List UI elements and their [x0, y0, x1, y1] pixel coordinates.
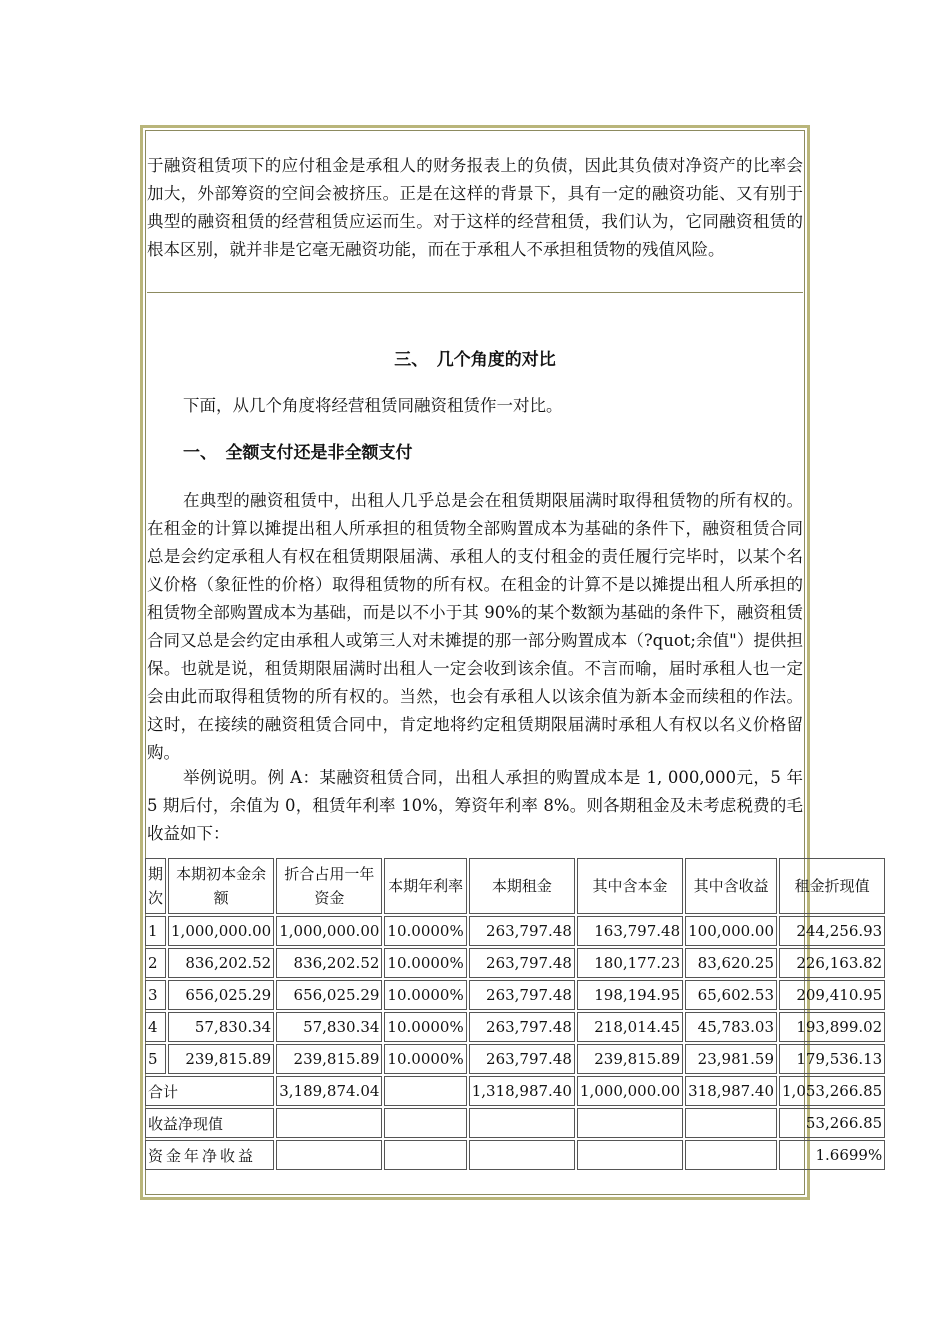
period-cell: 1 [145, 916, 166, 946]
table-cell: 1,000,000.00 [276, 916, 382, 946]
empty-cell [685, 1108, 777, 1138]
empty-cell [276, 1108, 382, 1138]
table-cell: 10.0000% [384, 916, 466, 946]
table-cell: 180,177.23 [577, 948, 683, 978]
empty-cell [469, 1108, 575, 1138]
empty-cell [469, 1140, 575, 1170]
example-paragraph: 举例说明。例 A：某融资租赁合同，出租人承担的购置成本是 1, 000,000元，5 年 5 期后付，余值为 0，租赁年利率 10%，筹资年利率 8%。则各期租金及未考虑税费的毛收益如下： [147, 768, 803, 843]
table-row [145, 1044, 885, 1074]
table-cell: 57,830.34 [276, 1012, 382, 1042]
empty-cell [685, 1140, 777, 1170]
section-heading: 三、 几个角度的对比 [394, 350, 556, 370]
table-cell: 198,194.95 [577, 980, 683, 1010]
total-occupied: 3,189,874.04 [276, 1076, 382, 1106]
annual-return-row [145, 1140, 885, 1170]
table-cell: 10.0000% [384, 1044, 466, 1074]
empty-cell [384, 1076, 466, 1106]
total-pv: 1,053,266.85 [779, 1076, 885, 1106]
table-cell: 836,202.52 [276, 948, 382, 978]
section-intro: 下面，从几个角度将经营租赁同融资租赁作一对比。 [183, 396, 563, 415]
table-cell: 163,797.48 [577, 916, 683, 946]
total-rent: 1,318,987.40 [469, 1076, 575, 1106]
table-cell: 10.0000% [384, 980, 466, 1010]
table-cell: 239,815.89 [168, 1044, 274, 1074]
table-cell: 193,899.02 [779, 1012, 885, 1042]
table-cell: 656,025.29 [168, 980, 274, 1010]
table-cell: 10.0000% [384, 1012, 466, 1042]
main-paragraph: 在典型的融资租赁中，出租人几乎总是会在租赁期限届满时取得租赁物的所有权的。在租金的计算以摊提出租人所承担的租赁物全部购置成本为基础的条件下，融资租赁合同总是会约定承租人有权在租赁期限届满、承租人的支付租金的责任履行完毕时，以某个名义价格（象征性的价格）取得租赁物的所有权。在租金的计算不是以摊提出租人所承担的租赁物全部购置成本为基础，而是以不小于其 90%的某个数额为基础的条件下，融资租赁合同又总是会约定由承租人或第三人对未摊提的那一部分购置成本（?quot;余值"）提供担保。也就是说，租赁期限届满时出租人一定会收到该余值。不言而喻，届时承租人也一定会由此而取得租赁物的所有权的。当然，也会有承租人以该余值为新本金而续租的作法。这时，在接续的融资租赁合同中，肯定地将约定租赁期限届满时承租人有权以名义价格留购。 [147, 491, 803, 762]
annual-return-label: 资金年净收益 [145, 1140, 274, 1170]
header-cell: 本期租金 [469, 858, 575, 914]
table-cell: 656,025.29 [276, 980, 382, 1010]
table-cell: 263,797.48 [469, 1044, 575, 1074]
empty-cell [577, 1140, 683, 1170]
table-cell: 218,014.45 [577, 1012, 683, 1042]
table-row [145, 916, 885, 946]
total-row [145, 1076, 885, 1106]
total-label: 合计 [145, 1076, 274, 1106]
table-cell: 23,981.59 [685, 1044, 777, 1074]
period-cell: 3 [145, 980, 166, 1010]
table-cell: 57,830.34 [168, 1012, 274, 1042]
table-cell: 263,797.48 [469, 916, 575, 946]
table-row [145, 1012, 885, 1042]
header-cell: 本期年利率 [384, 858, 466, 914]
table-cell: 100,000.00 [685, 916, 777, 946]
header-cell: 折合占用一年资金 [276, 858, 382, 914]
intro-paragraph: 于融资租赁项下的应付租金是承租人的财务报表上的负债，因此其负债对净资产的比率会加大，外部筹资的空间会被挤压。正是在这样的背景下，具有一定的融资功能、又有别于典型的融资租赁的经营租赁应运而生。对于这样的经营租赁，我们认为，它同融资租赁的根本区别，就并非是它毫无融资功能，而在于承租人不承担租赁物的残值风险。 [147, 152, 803, 293]
header-cell: 其中含本金 [577, 858, 683, 914]
total-income: 318,987.40 [685, 1076, 777, 1106]
npv-row [145, 1108, 885, 1138]
table-cell: 1,000,000.00 [168, 916, 274, 946]
period-cell: 2 [145, 948, 166, 978]
table-cell: 83,620.25 [685, 948, 777, 978]
table-cell: 239,815.89 [276, 1044, 382, 1074]
table-cell: 65,602.53 [685, 980, 777, 1010]
annual-return-value: 1.6699% [779, 1140, 885, 1170]
table-cell: 209,410.95 [779, 980, 885, 1010]
table-cell: 263,797.48 [469, 948, 575, 978]
period-cell: 5 [145, 1044, 166, 1074]
table-cell: 45,783.03 [685, 1012, 777, 1042]
table-header-row [145, 858, 885, 914]
table-cell: 836,202.52 [168, 948, 274, 978]
header-cell: 其中含收益 [685, 858, 777, 914]
empty-cell [577, 1108, 683, 1138]
table-cell: 263,797.48 [469, 980, 575, 1010]
table-cell: 226,163.82 [779, 948, 885, 978]
total-principal: 1,000,000.00 [577, 1076, 683, 1106]
table-cell: 10.0000% [384, 948, 466, 978]
header-cell: 本期初本金余额 [168, 858, 274, 914]
table-cell: 179,536.13 [779, 1044, 885, 1074]
header-cell: 租金折现值 [779, 858, 885, 914]
sub-heading: 一、 全额支付还是非全额支付 [183, 443, 413, 463]
table-row [145, 980, 885, 1010]
table-row [145, 948, 885, 978]
npv-value: 53,266.85 [779, 1108, 885, 1138]
npv-label: 收益净现值 [145, 1108, 274, 1138]
table-cell: 239,815.89 [577, 1044, 683, 1074]
table-cell: 263,797.48 [469, 1012, 575, 1042]
empty-cell [276, 1140, 382, 1170]
rent-table [143, 856, 887, 1172]
empty-cell [384, 1140, 466, 1170]
table-cell: 244,256.93 [779, 916, 885, 946]
period-cell: 4 [145, 1012, 166, 1042]
header-cell: 期次 [145, 858, 166, 914]
empty-cell [384, 1108, 466, 1138]
